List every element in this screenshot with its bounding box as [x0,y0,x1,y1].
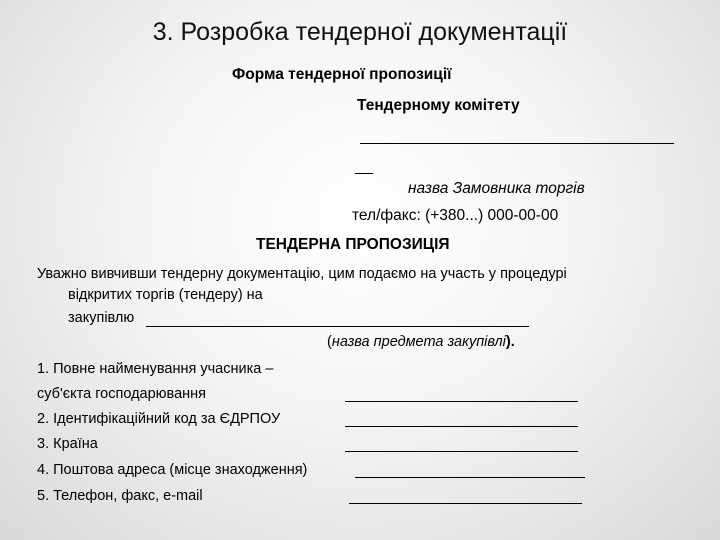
page-title: 3. Розробка тендерної документації [152,18,568,46]
form-heading: Форма тендерної пропозиції [232,66,452,83]
procurement-subject-field[interactable] [146,326,529,327]
addressee: Тендерному комітету [357,97,520,114]
field-label-phone: 5. Телефон, факс, e-mail [37,488,203,504]
contacts-line: тел/факс: (+380...) 000-00-00 [352,207,559,224]
subject-caption-text: назва предмета закупівлі [331,334,506,350]
field-label-name-1: 1. Повне найменування учасника – [37,361,274,377]
intro-line-3: закупівлю [68,310,135,326]
field-label-code: 2. Ідентифікаційний код за ЄДРПОУ [37,411,281,427]
address-input-line[interactable] [355,477,585,478]
field-label-country: 3. Країна [37,436,98,452]
intro-line-1: Уважно вивчивши тендерну документацію, цим подаємо на участь у процедурі [37,266,567,282]
country-input-line[interactable] [345,451,578,452]
subject-caption-close: ). [505,334,515,350]
customer-name-line-continuation [355,173,373,174]
field-label-address: 4. Поштова адреса (місце знаходження) [37,462,308,478]
customer-name-line [360,143,674,144]
subject-caption-open: ( [327,334,332,350]
field-label-name-2: суб'єкта господарювання [37,386,207,402]
intro-line-2: відкритих торгів (тендеру) на [68,287,263,303]
proposal-heading: ТЕНДЕРНА ПРОПОЗИЦІЯ [256,236,450,253]
phone-input-line[interactable] [349,503,582,504]
name-input-line[interactable] [345,401,578,402]
customer-name-caption: назва Замовника торгів [408,180,585,197]
code-input-line[interactable] [345,426,578,427]
subject-caption [327,334,515,350]
